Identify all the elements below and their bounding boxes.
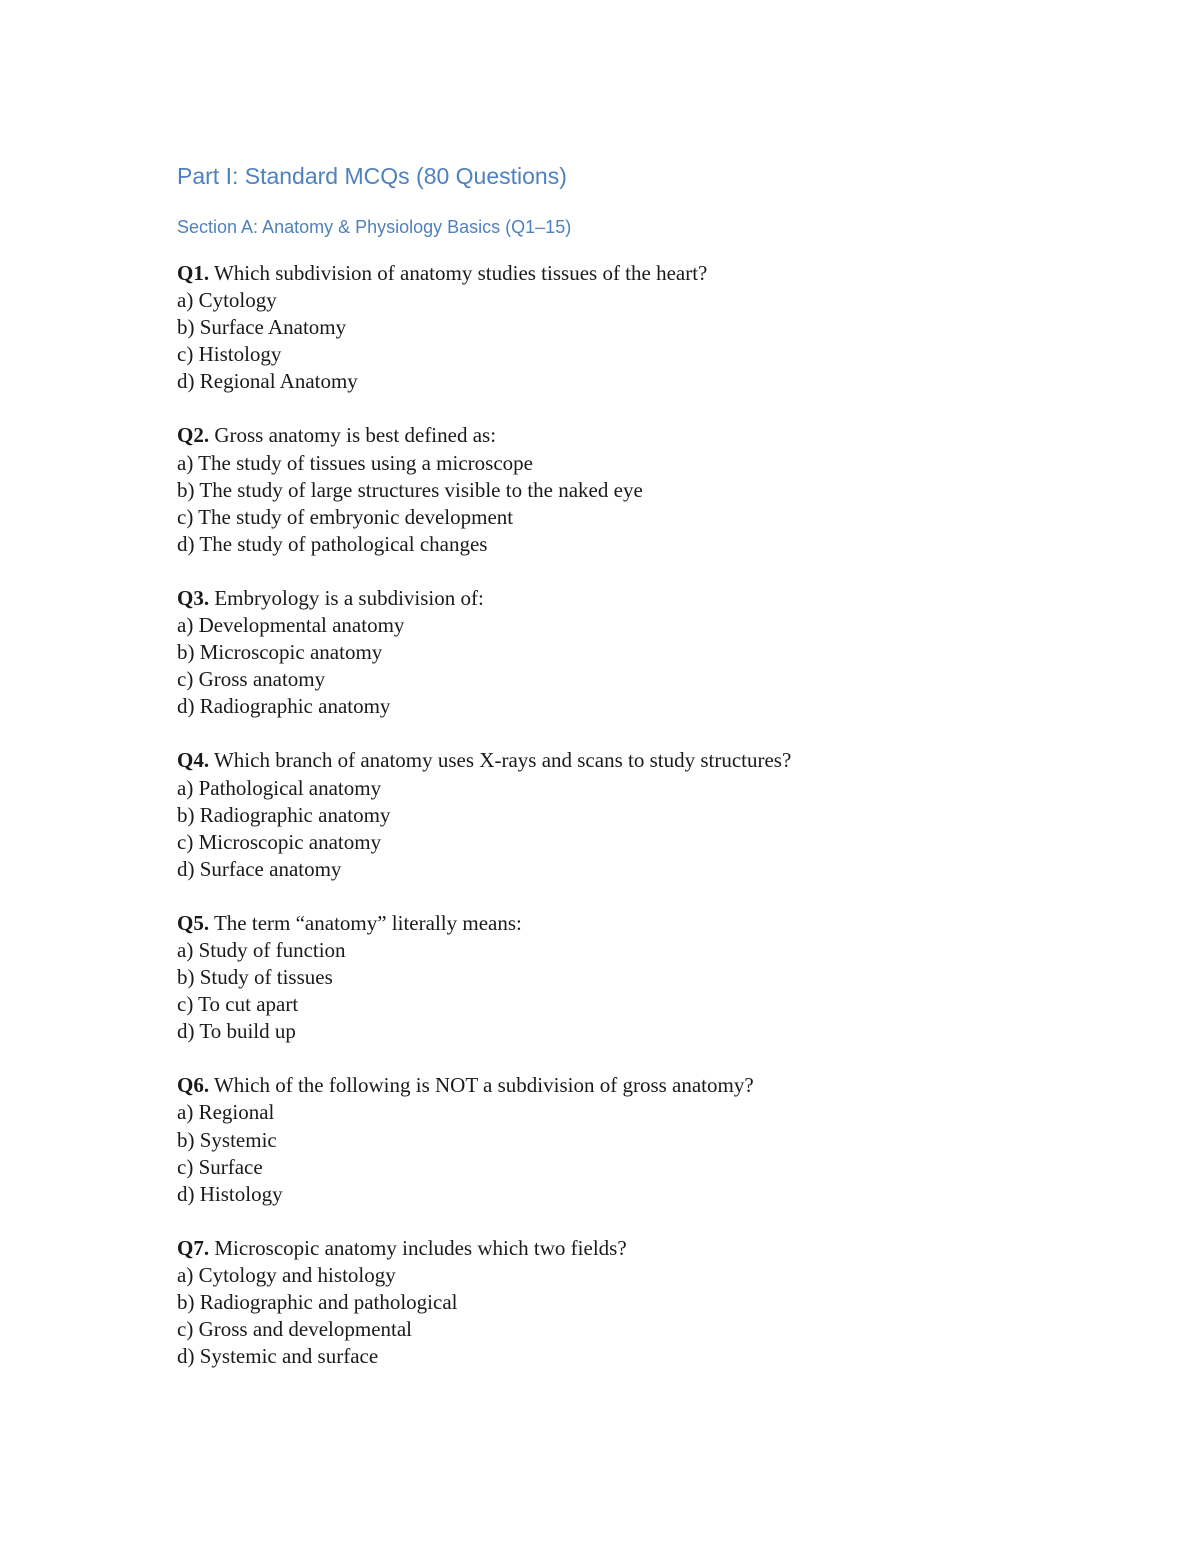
question-6 xyxy=(177,1072,1137,1207)
question-2 xyxy=(177,422,1137,557)
option-d: d) Systemic and surface xyxy=(177,1344,379,1369)
option-c: c) To cut apart xyxy=(177,992,299,1017)
option-b: b) Microscopic anatomy xyxy=(177,640,383,665)
question-4 xyxy=(177,747,1137,882)
question-list xyxy=(177,260,1137,1370)
section-heading: Section A: Anatomy & Physiology Basics (Q1–15) xyxy=(177,217,572,237)
question-number: Q5. xyxy=(177,910,210,935)
question-3 xyxy=(177,585,1137,720)
question-1 xyxy=(177,260,1137,395)
question-text: The term “anatomy” literally means: xyxy=(213,910,522,935)
question-stem xyxy=(177,910,1137,937)
option-c: c) Surface xyxy=(177,1154,263,1179)
question-stem xyxy=(177,585,1137,612)
question-text: Which of the following is NOT a subdivision of gross anatomy? xyxy=(213,1073,754,1098)
option-d: d) To build up xyxy=(177,1019,296,1044)
question-stem xyxy=(177,1072,1137,1099)
option-b: b) Surface Anatomy xyxy=(177,315,347,340)
option-a: a) Cytology and histology xyxy=(177,1262,396,1287)
option-a: a) Study of function xyxy=(177,937,346,962)
option-b: b) Radiographic and pathological xyxy=(177,1290,458,1314)
question-number: Q4. xyxy=(177,748,210,773)
question-text: Embryology is a subdivision of: xyxy=(214,585,484,610)
option-d: d) Regional Anatomy xyxy=(177,369,358,394)
question-text: Which subdivision of anatomy studies tissues of the heart? xyxy=(213,261,708,285)
option-d: d) The study of pathological changes xyxy=(177,531,488,556)
option-c: c) Gross and developmental xyxy=(177,1317,413,1342)
question-number: Q1. xyxy=(177,261,210,285)
option-c: c) Microscopic anatomy xyxy=(177,829,382,854)
option-b: b) Radiographic anatomy xyxy=(177,802,391,827)
option-a: a) Pathological anatomy xyxy=(177,775,382,800)
option-c: c) The study of embryonic development xyxy=(177,504,514,529)
option-b: b) Study of tissues xyxy=(177,965,333,990)
option-b: b) Systemic xyxy=(177,1127,277,1152)
question-stem xyxy=(177,260,1137,287)
option-c: c) Histology xyxy=(177,342,282,367)
option-a: a) Developmental anatomy xyxy=(177,613,405,638)
question-5 xyxy=(177,910,1137,1045)
question-text: Microscopic anatomy includes which two fields? xyxy=(214,1235,627,1260)
option-a: a) Cytology xyxy=(177,288,277,313)
question-number: Q7. xyxy=(177,1235,210,1260)
option-c: c) Gross anatomy xyxy=(177,667,326,692)
question-number: Q6. xyxy=(177,1073,210,1098)
question-stem xyxy=(177,422,1137,449)
option-d: d) Surface anatomy xyxy=(177,856,342,881)
question-text: Gross anatomy is best defined as: xyxy=(214,423,497,448)
page-content xyxy=(177,160,1137,1397)
option-d: d) Radiographic anatomy xyxy=(177,694,391,719)
question-stem xyxy=(177,1235,1137,1262)
question-stem xyxy=(177,747,1137,774)
option-b: b) The study of large structures visible to the naked eye xyxy=(177,477,643,502)
option-d: d) Histology xyxy=(177,1181,283,1206)
part-heading: Part I: Standard MCQs (80 Questions) xyxy=(177,163,567,189)
option-a: a) Regional xyxy=(177,1100,275,1125)
question-number: Q3. xyxy=(177,585,210,610)
option-a: a) The study of tissues using a microscope xyxy=(177,450,533,475)
question-text: Which branch of anatomy uses X-rays and scans to study structures? xyxy=(213,748,792,773)
question-number: Q2. xyxy=(177,423,210,448)
question-7 xyxy=(177,1235,1137,1370)
